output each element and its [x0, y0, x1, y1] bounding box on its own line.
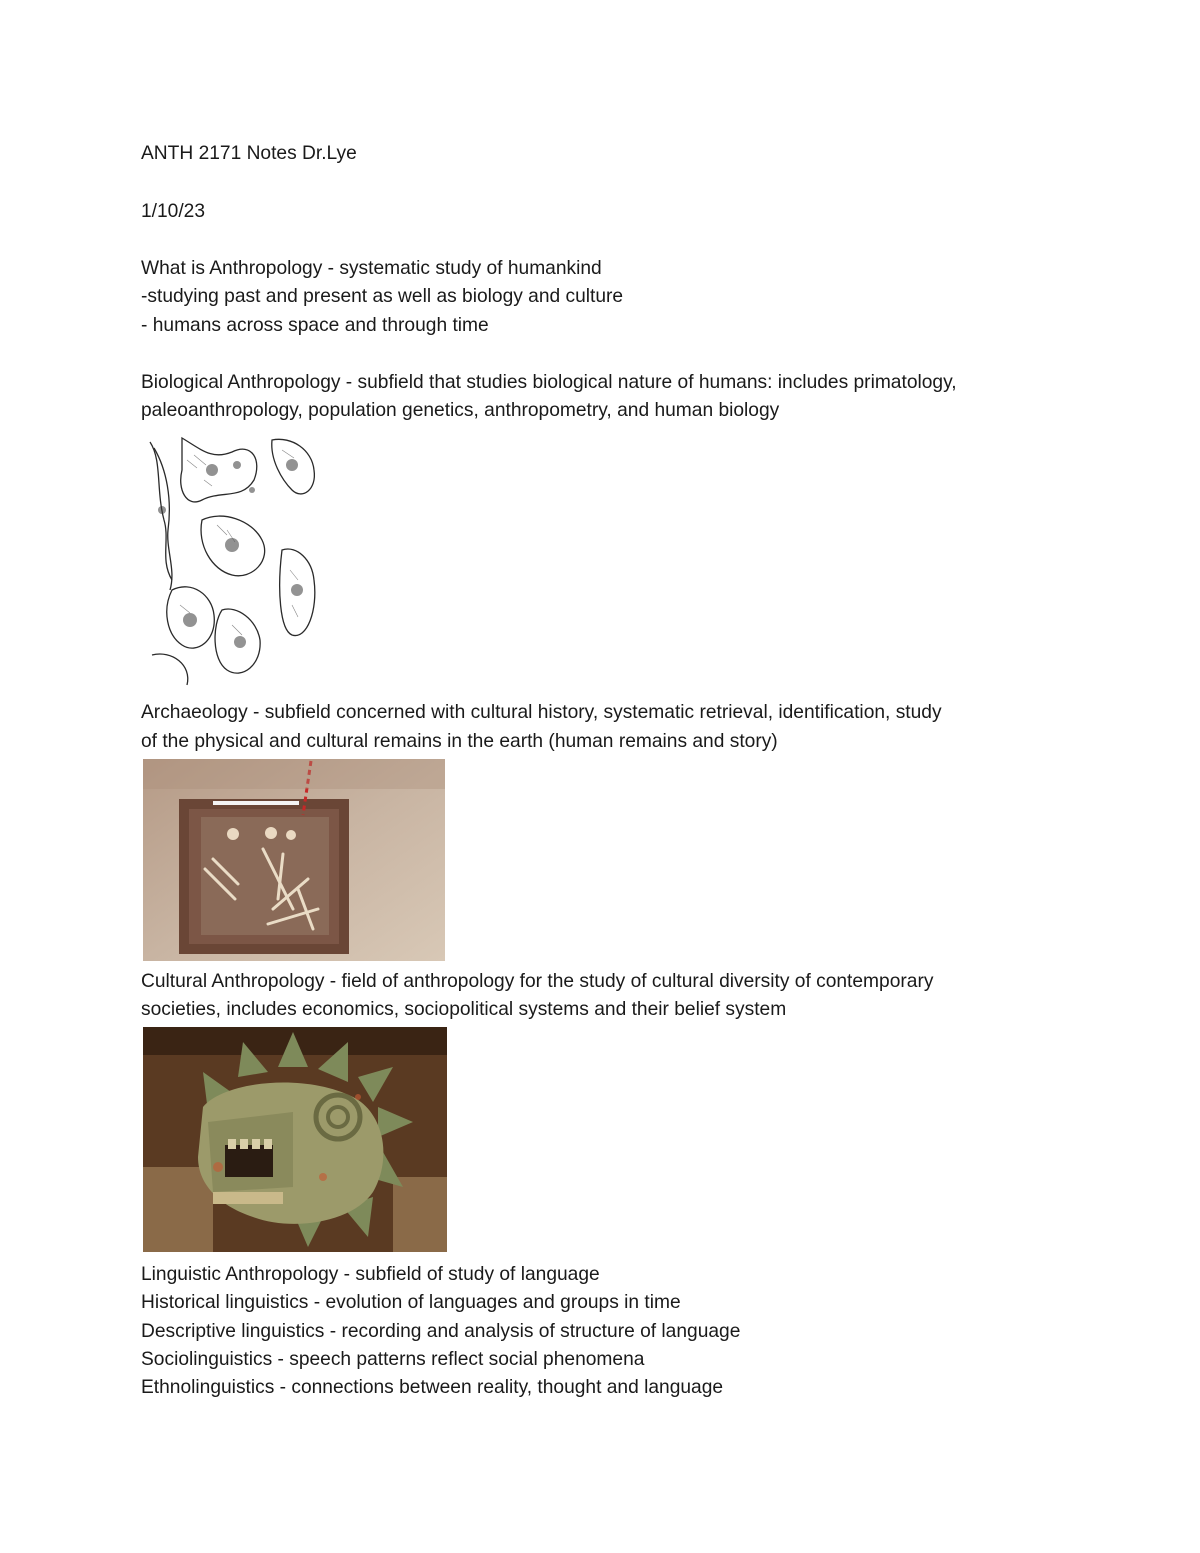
- fossil-sketch-image: [142, 430, 328, 690]
- sociolinguistics: Sociolinguistics - speech patterns reflect social phenomena: [141, 1349, 645, 1370]
- notes-date: 1/10/23: [141, 201, 206, 222]
- historical-linguistics: Historical linguistics - evolution of languages and groups in time: [141, 1292, 681, 1313]
- biological-line-1: Biological Anthropology - subfield that studies biological nature of humans: includes primatology,: [141, 372, 957, 393]
- burial-excavation-photo: [143, 759, 445, 961]
- archaeology-line-1: Archaeology - subfield concerned with cultural history, systematic retrieval, identification, study: [141, 702, 942, 723]
- anthropology-definition: What is Anthropology - systematic study of humankind: [141, 258, 602, 279]
- notes-title: ANTH 2171 Notes Dr.Lye: [141, 143, 357, 164]
- linguistic-line-1: Linguistic Anthropology - subfield of study of language: [141, 1264, 600, 1285]
- cultural-line-2: societies, includes economics, sociopolitical systems and their belief system: [141, 999, 787, 1020]
- anthropology-point-2: - humans across space and through time: [141, 315, 489, 336]
- serpent-head-sculpture-photo: [143, 1027, 447, 1252]
- descriptive-linguistics: Descriptive linguistics - recording and analysis of structure of language: [141, 1321, 741, 1342]
- archaeology-line-2: of the physical and cultural remains in the earth (human remains and story): [141, 731, 778, 752]
- anthropology-point-1: -studying past and present as well as biology and culture: [141, 286, 624, 307]
- biological-line-2: paleoanthropology, population genetics, anthropometry, and human biology: [141, 400, 780, 421]
- cultural-line-1: Cultural Anthropology - field of anthropology for the study of cultural diversity of contemporary: [141, 971, 934, 992]
- ethnolinguistics: Ethnolinguistics - connections between reality, thought and language: [141, 1377, 724, 1398]
